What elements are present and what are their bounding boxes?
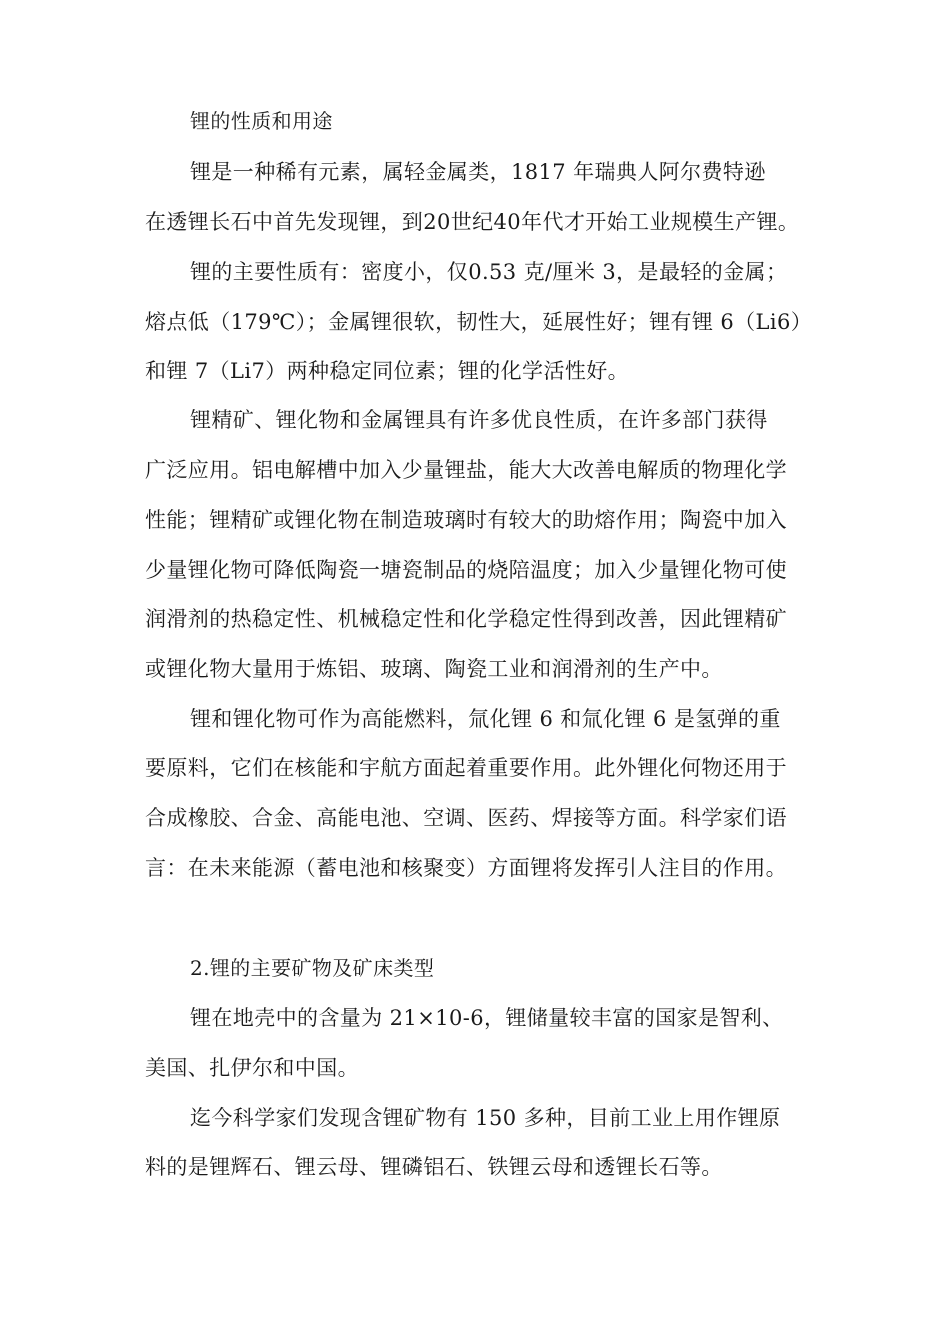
- paragraph-line: 锂精矿、锂化物和金属锂具有许多优良性质，在许多部门获得: [190, 408, 768, 432]
- paragraph-line: 锂的主要性质有：密度小，仅0.53 克/厘米 3，是最轻的金属；: [190, 260, 788, 284]
- paragraph-line: 美国、扎伊尔和中国。: [145, 1056, 359, 1080]
- paragraph-line: 和锂 7（Li7）两种稳定同位素；锂的化学活性好。: [145, 359, 630, 383]
- paragraph-line: 或锂化物大量用于炼铝、玻璃、陶瓷工业和润滑剂的生产中。: [145, 657, 723, 681]
- paragraph-line: 锂和锂化物可作为高能燃料，氚化锂 6 和氚化锂 6 是氢弹的重: [190, 707, 781, 731]
- paragraph-line: 性能；锂精矿或锂化物在制造玻璃时有较大的助熔作用；陶瓷中加入: [145, 508, 787, 532]
- paragraph-line: 言：在未来能源（蓄电池和核聚变）方面锂将发挥引人注目的作用。: [145, 856, 787, 880]
- paragraph-line: 润滑剂的热稳定性、机械稳定性和化学稳定性得到改善，因此锂精矿: [145, 607, 787, 631]
- paragraph-line: 要原料，它们在核能和宇航方面起着重要作用。此外锂化何物还用于: [145, 756, 787, 780]
- paragraph-line: 熔点低（179℃）；金属锂很软，韧性大，延展性好；锂有锂 6（Li6）: [145, 310, 813, 334]
- paragraph-line: 少量锂化物可降低陶瓷一塘瓷制品的烧陪温度；加入少量锂化物可使: [145, 558, 787, 582]
- paragraph-line: 在透锂长石中首先发现锂，到20世纪40年代才开始工业规模生产锂。: [145, 210, 800, 234]
- paragraph-line: 迄今科学家们发现含锂矿物有 150 多种，目前工业上用作锂原: [190, 1106, 781, 1130]
- paragraph-line: 广泛应用。铝电解槽中加入少量锂盐，能大大改善电解质的物理化学: [145, 458, 787, 482]
- section-heading-lithium-minerals: 2.锂的主要矿物及矿床类型: [190, 956, 435, 980]
- paragraph-line: 合成橡胶、合金、高能电池、空调、医药、焊接等方面。科学家们语: [145, 806, 787, 830]
- section-heading-lithium-properties: 锂的性质和用途: [190, 109, 333, 133]
- paragraph-line: 锂是一种稀有元素，属轻金属类，1817 年瑞典人阿尔费特逊: [190, 160, 766, 184]
- paragraph-line: 料的是锂辉石、锂云母、锂磷铝石、铁锂云母和透锂长石等。: [145, 1155, 723, 1179]
- paragraph-line: 锂在地壳中的含量为 21×10-6，锂储量较丰富的国家是智利、: [190, 1006, 784, 1030]
